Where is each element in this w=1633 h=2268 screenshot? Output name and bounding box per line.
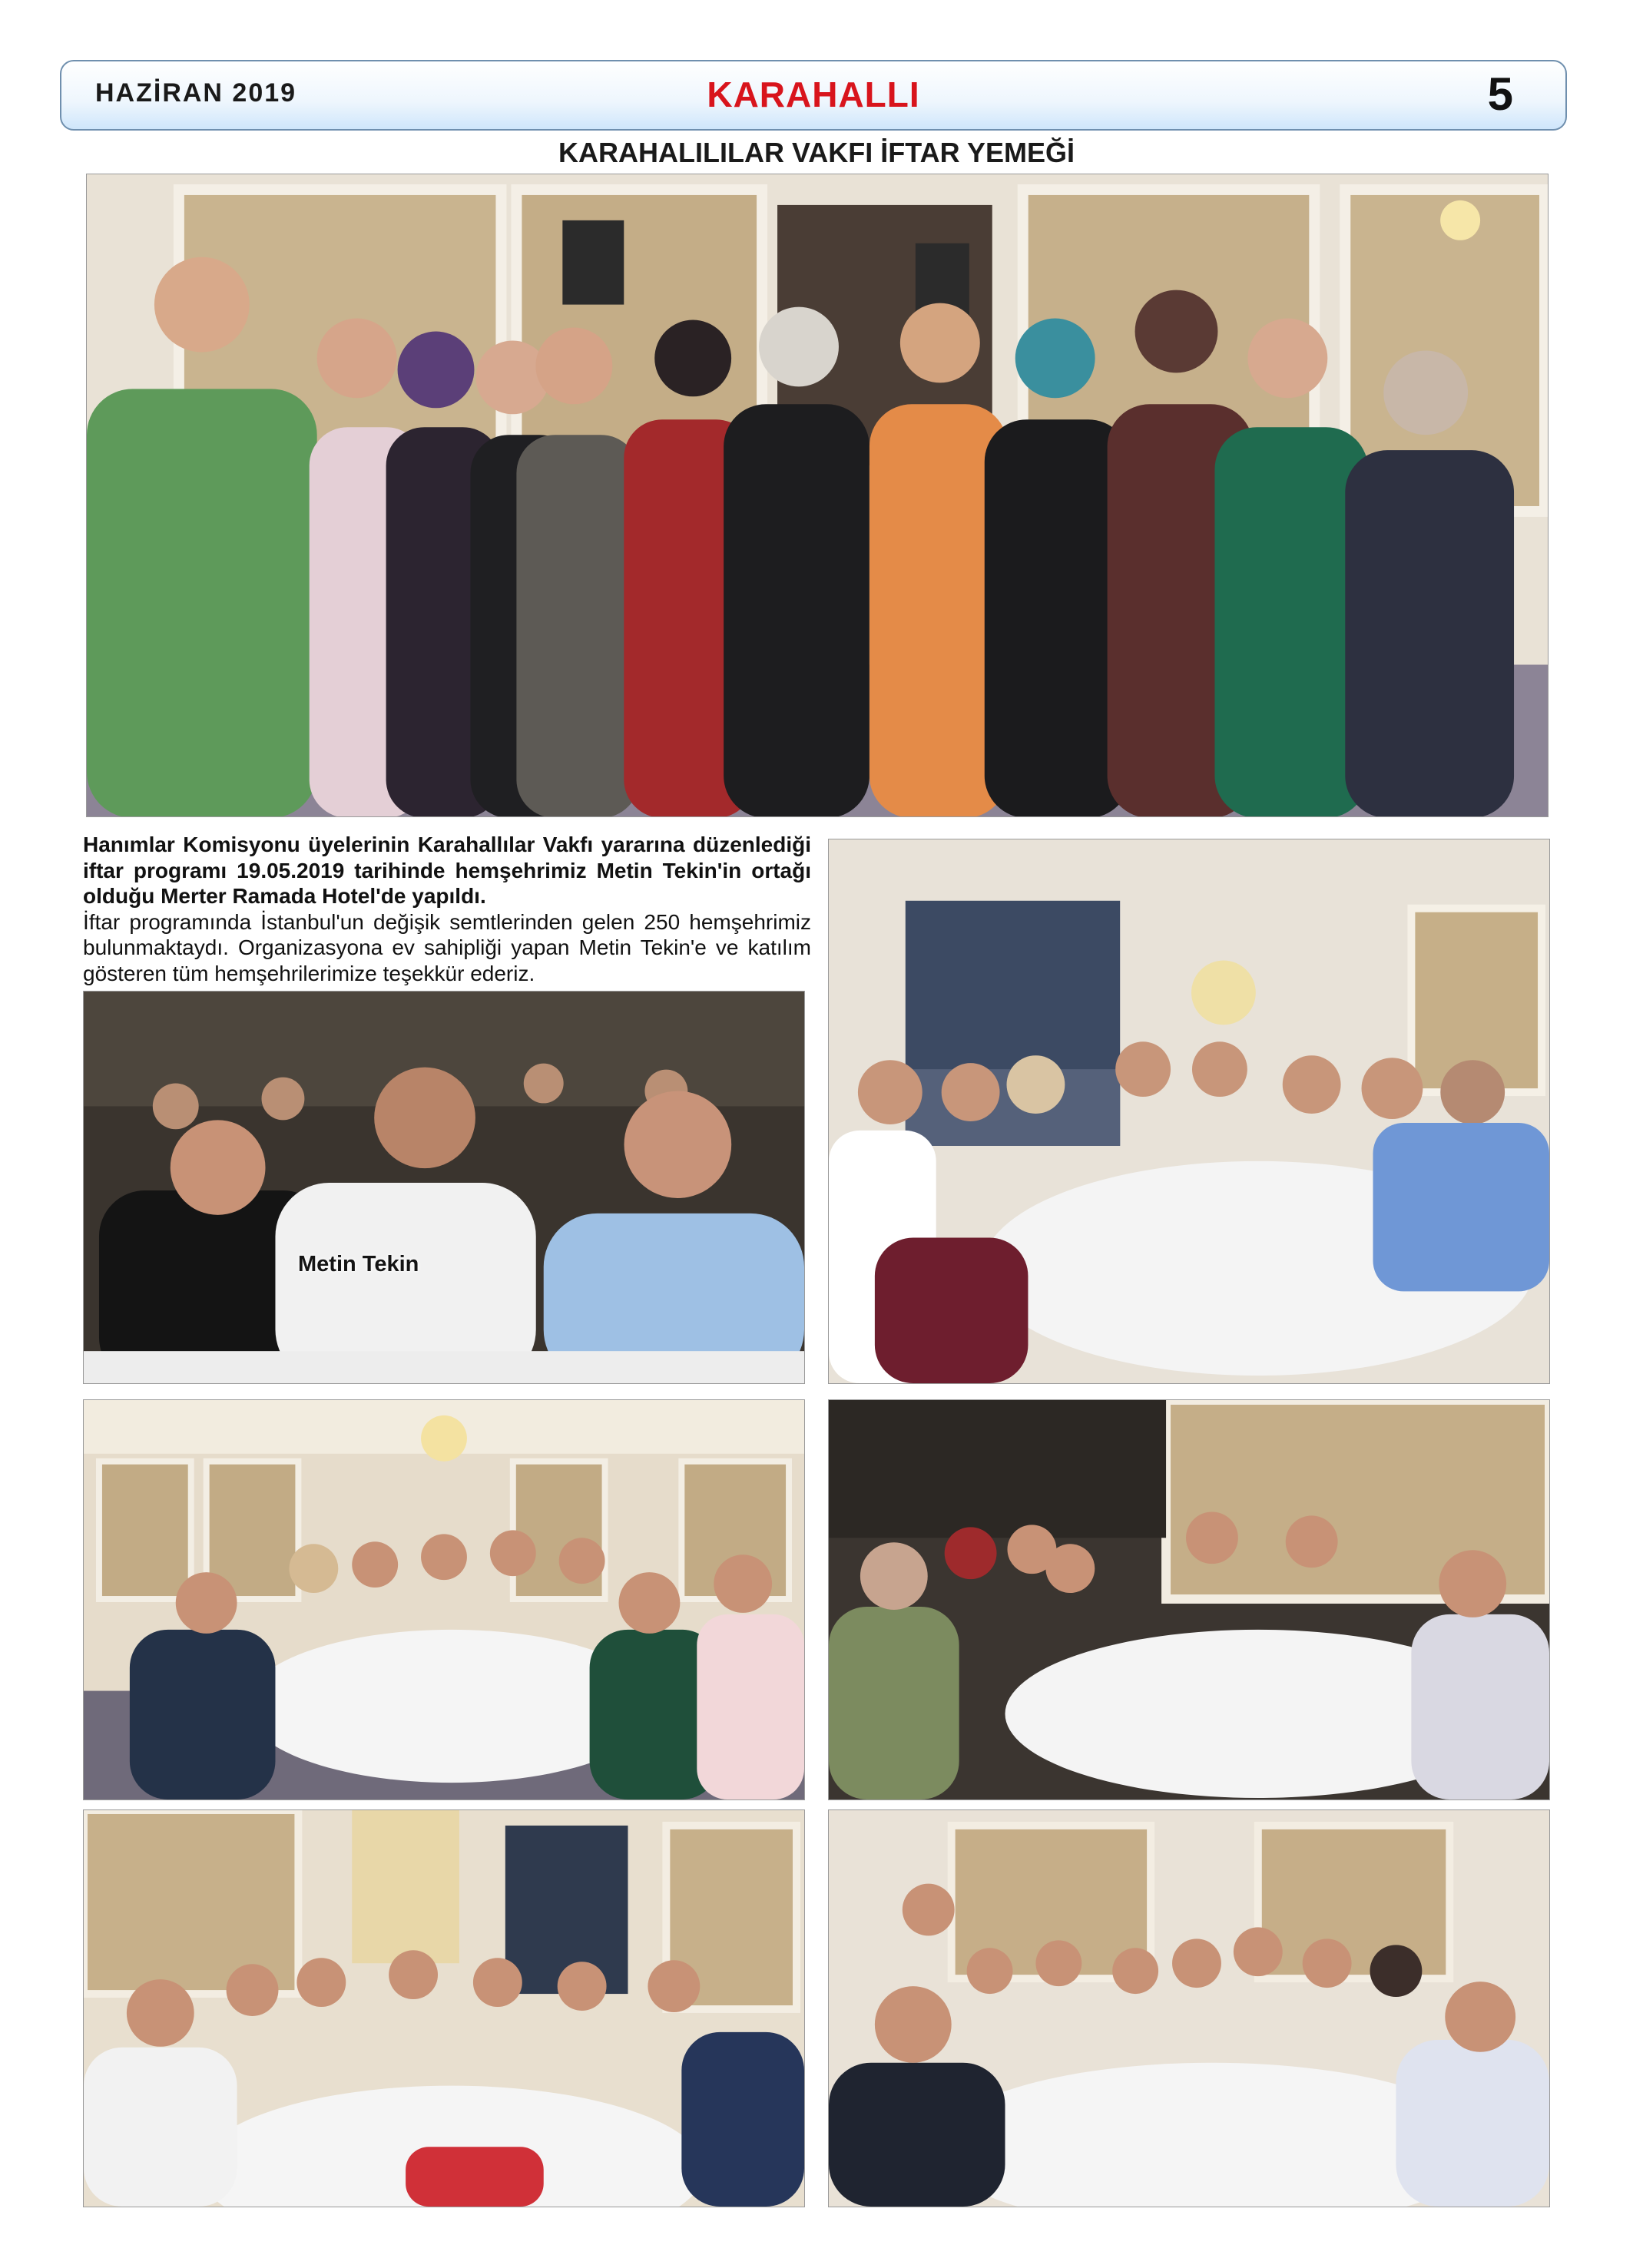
article-body: İftar programında İstanbul'un değişik semtlerinden gelen 250 hemşehrimiz bulunmaktaydı. Organizasyona ev sahipliği yapan Metin Tekin'e ve katılım gösteren tüm hemşehrilerimize teşekkür ederiz.	[83, 909, 811, 985]
masthead: KARAHALLI	[707, 74, 920, 114]
photo-table-left-3	[83, 1809, 805, 2207]
article	[83, 832, 811, 986]
main-group-photo	[86, 174, 1549, 817]
photo-table-left-2	[83, 1399, 805, 1800]
photo-table-right-2	[828, 1399, 1550, 1800]
headline: KARAHALILILAR VAKFI İFTAR YEMEĞİ	[558, 137, 1075, 168]
page-header	[60, 60, 1567, 131]
photo-table-right-3	[828, 1809, 1550, 2207]
photo-table-right-1	[828, 839, 1550, 1384]
page-number: 5	[1487, 68, 1513, 120]
article-lead: Hanımlar Komisyonu üyelerinin Karahallılar Vakfı yararına düzenlediği iftar programı 19.05.2019 tarihinde hemşehrimiz Metin Tekin'in ortağı olduğu Merter Ramada Hotel'de yapıldı.	[83, 833, 811, 908]
photo-caption: Metin Tekin	[298, 1252, 419, 1276]
photo-metin-tekin-table	[83, 991, 805, 1384]
issue-date: HAZİRAN 2019	[95, 78, 297, 108]
